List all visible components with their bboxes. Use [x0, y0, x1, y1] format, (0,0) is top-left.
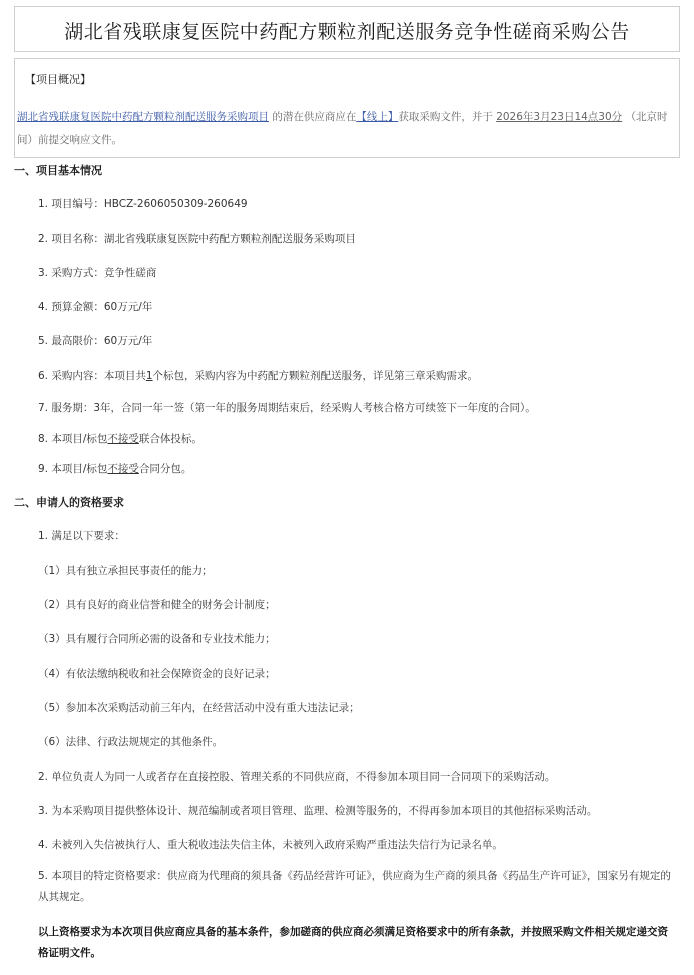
overview-box [14, 58, 680, 158]
item-value: 60万元/年 [103, 335, 153, 347]
item9-pre: 9. 本项目/标包 [38, 463, 108, 475]
requirement-p5: 5. 本项目的特定资格要求：供应商为代理商的须具备《药品经营许可证》，供应商为生产商的须具备《药品生产许可证》，国家另有规定的从其规定。 [38, 870, 671, 903]
item-service-period: 7. 服务期：3年，合同一年一签（第一年的服务周期结束后，经采购人考核合格方可续签下一年度的合同）。 [38, 402, 536, 414]
item6-pre: 6. 采购内容：本项目共 [38, 370, 146, 382]
item-procurement-method [38, 265, 156, 280]
item9-val: 不接受 [107, 463, 139, 475]
requirement-item: （4）有依法缴纳税收和社会保障资金的良好记录； [38, 668, 276, 680]
page-title: 湖北省残联康复医院中药配方颗粒剂配送服务竞争性磋商采购公告 [64, 21, 630, 43]
item8-val: 不接受 [107, 433, 139, 445]
item-value: 60万元/年 [103, 301, 153, 313]
item-consortium [38, 431, 202, 446]
section2-title: 二、申请人的资格要求 [14, 496, 124, 509]
requirements-intro: 1. 满足以下要求： [38, 530, 125, 542]
requirement-item: （6）法律、行政法规规定的其他条件。 [38, 736, 224, 748]
requirement-item: （5）参加本次采购活动前三年内，在经营活动中没有重大违法记录； [38, 702, 360, 714]
project-link[interactable]: 湖北省残联康复医院中药配方颗粒剂配送服务采购项目 [17, 111, 269, 123]
section1-title: 一、项目基本情况 [14, 164, 102, 177]
deadline: 2026年3月23日14点30分 [496, 111, 623, 123]
overview-text-2: 获取采购文件，并于 [398, 111, 493, 123]
item9-post: 合同分包。 [138, 463, 192, 475]
title-box [14, 6, 680, 52]
item-value: HBCZ-2606050309-260649 [103, 198, 248, 210]
item-budget [38, 299, 152, 314]
item-label: 3. 采购方式： [38, 267, 104, 279]
requirement-item: （3）具有履行合同所必需的设备和专业技术能力； [38, 633, 276, 645]
requirement-item: （1）具有独立承担民事责任的能力； [38, 565, 213, 577]
requirement-p2: 2. 单位负责人为同一人或者存在直接控股、管理关系的不同供应商，不得参加本项目同一合同项下的采购活动。 [38, 771, 556, 783]
overview-text-1: 的潜在供应商应在 [272, 111, 357, 123]
overview-text-3: （北京时间）前提交响应文件。 [17, 111, 668, 146]
item-subcontract [38, 461, 191, 476]
item8-post: 联合体投标。 [138, 433, 202, 445]
item6-num: 1 [145, 370, 153, 382]
item-value: 湖北省残联康复医院中药配方颗粒剂配送服务采购项目 [103, 233, 356, 245]
requirements-closing: 以上资格要求为本次项目供应商应具备的基本条件，参加磋商的供应商必须满足资格要求中的所有条款，并按照采购文件相关规定递交资格证明文件。 [38, 926, 668, 959]
item-label: 1. 项目编号： [38, 198, 104, 210]
item-label: 5. 最高限价： [38, 335, 104, 347]
overview-text [17, 106, 673, 152]
requirement-p4: 4. 未被列入失信被执行人、重大税收违法失信主体，未被列入政府采购严重违法失信行为记录名单。 [38, 839, 503, 851]
item-procurement-content [38, 368, 478, 383]
requirement-p3: 3. 为本采购项目提供整体设计、规范编制或者项目管理、监理、检测等服务的，不得再参加本项目的其他招标采购活动。 [38, 805, 598, 817]
overview-label: 【项目概况】 [25, 73, 91, 86]
item-label: 4. 预算金额： [38, 301, 104, 313]
item-label: 2. 项目名称： [38, 233, 104, 245]
item-project-name [38, 231, 356, 246]
requirement-item: （2）具有良好的商业信誉和健全的财务会计制度； [38, 599, 276, 611]
item-max-price [38, 333, 152, 348]
item8-pre: 8. 本项目/标包 [38, 433, 108, 445]
item-value: 竞争性磋商 [103, 267, 157, 279]
item6-post: 个标包，采购内容为中药配方颗粒剂配送服务，详见第三章采购需求。 [152, 370, 479, 382]
channel-link[interactable]: 【线上】 [356, 111, 399, 123]
item-project-number [38, 196, 248, 211]
